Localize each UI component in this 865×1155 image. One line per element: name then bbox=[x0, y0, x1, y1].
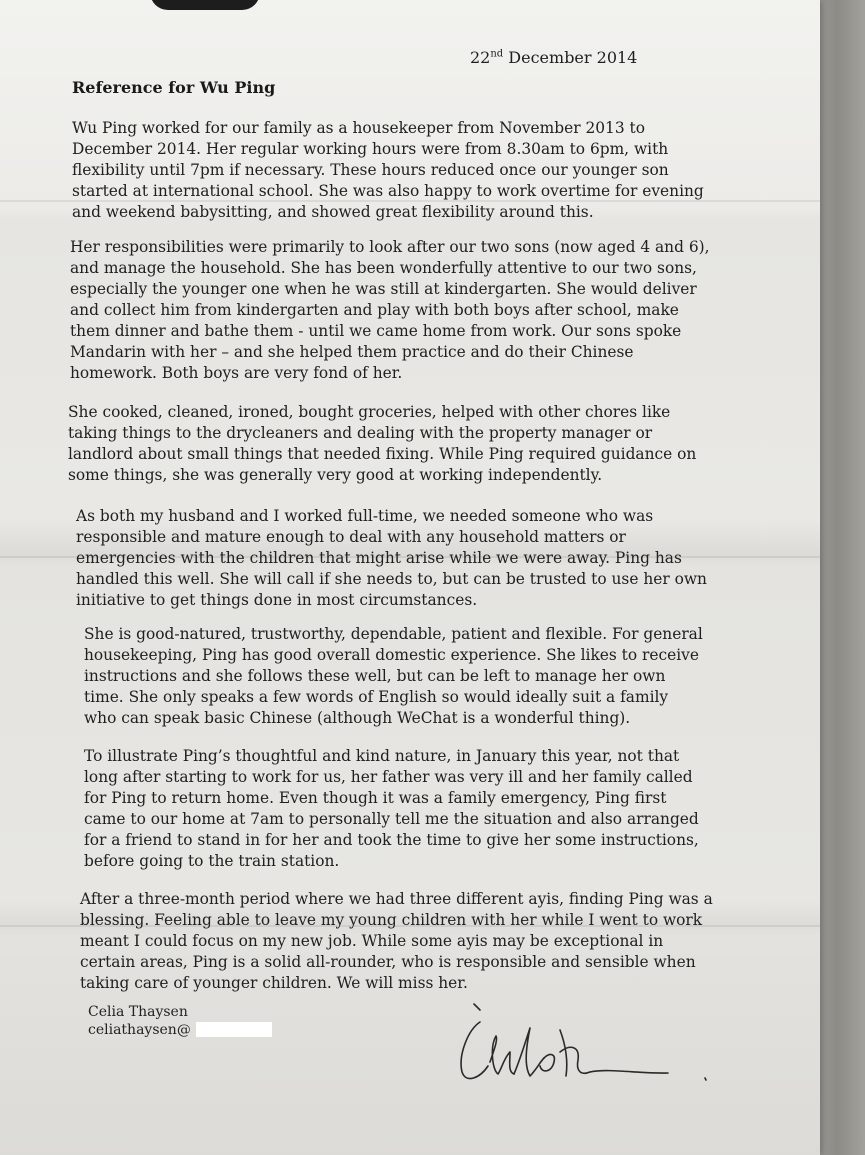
letter-title: Reference for Wu Ping bbox=[72, 78, 276, 97]
handwritten-signature bbox=[440, 1000, 720, 1090]
paragraph-character: She is good-natured, trustworthy, dependable, patient and flexible. For general housekeeping, Ping has good overall domestic experience. She likes to receive instructions and she follows these well, but can be left to manage her own time. She only speaks a few words of English so would ideally suit a family who can speak basic Chinese (although WeChat is a wonderful thing). bbox=[84, 625, 703, 727]
redacted-email-domain bbox=[196, 1022, 272, 1037]
paragraph-responsibilities: Her responsibilities were primarily to look after our two sons (now aged 4 and 6), and manage the household. She has been wonderfully attentive to our two sons, especially the younger one when he was still at kindergarten. She would deliver and collect him from kindergarten and play with both boys after school, make them dinner and bathe them - until we came home from work. Our sons spoke Mandarin with her – and she helped them practice and do their Chinese homework. Both boys are very fond of her. bbox=[70, 238, 710, 382]
paragraph-closing: After a three-month period where we had three different ayis, finding Ping was a blessing. Feeling able to leave my young children with her while I went to work meant I could focus on my new job. While some ayis may be exceptional in certain areas, Ping is a solid all-rounder, who is responsible and sensible when taking care of younger children. We will miss her. bbox=[80, 890, 713, 992]
ink-blot bbox=[150, 0, 260, 10]
date-suffix: nd bbox=[490, 48, 504, 60]
table-surface bbox=[818, 0, 865, 1155]
date-day: 22 bbox=[470, 48, 491, 67]
letter-date bbox=[470, 48, 637, 67]
date-month-year: December 2014 bbox=[503, 48, 638, 67]
paragraph-independence: As both my husband and I worked full-time, we needed someone who was responsible and mature enough to deal with any household matters or emergencies with the children that might arise while we were away. Ping has handled this well. She will call if she needs to, but can be trusted to use her own initiative to get things done in most circumstances. bbox=[76, 507, 707, 609]
signer-name: Celia Thaysen bbox=[88, 1004, 188, 1020]
paragraph-example: To illustrate Ping’s thoughtful and kind nature, in January this year, not that long after starting to work for us, her father was very ill and her family called for Ping to return home. Even though it was a family emergency, Ping first came to our home at 7am to personally tell me the situation and also arranged for a friend to stand in for her and took the time to give her some instructions, before going to the train station. bbox=[84, 747, 699, 870]
paragraph-chores: She cooked, cleaned, ironed, bought groceries, helped with other chores like taking things to the drycleaners and dealing with the property manager or landlord about small things that needed fixing. While Ping required guidance on some things, she was generally very good at working independently. bbox=[68, 403, 697, 484]
signer-email: celiathaysen@ bbox=[88, 1022, 191, 1038]
paragraph-employment: Wu Ping worked for our family as a housekeeper from November 2013 to December 2014. Her regular working hours were from 8.30am to 6pm, with flexibility until 7pm if necessary. These hours reduced once our younger son started at international school. She was also happy to work overtime for evening and weekend babysitting, and showed great flexibility around this. bbox=[72, 119, 704, 221]
